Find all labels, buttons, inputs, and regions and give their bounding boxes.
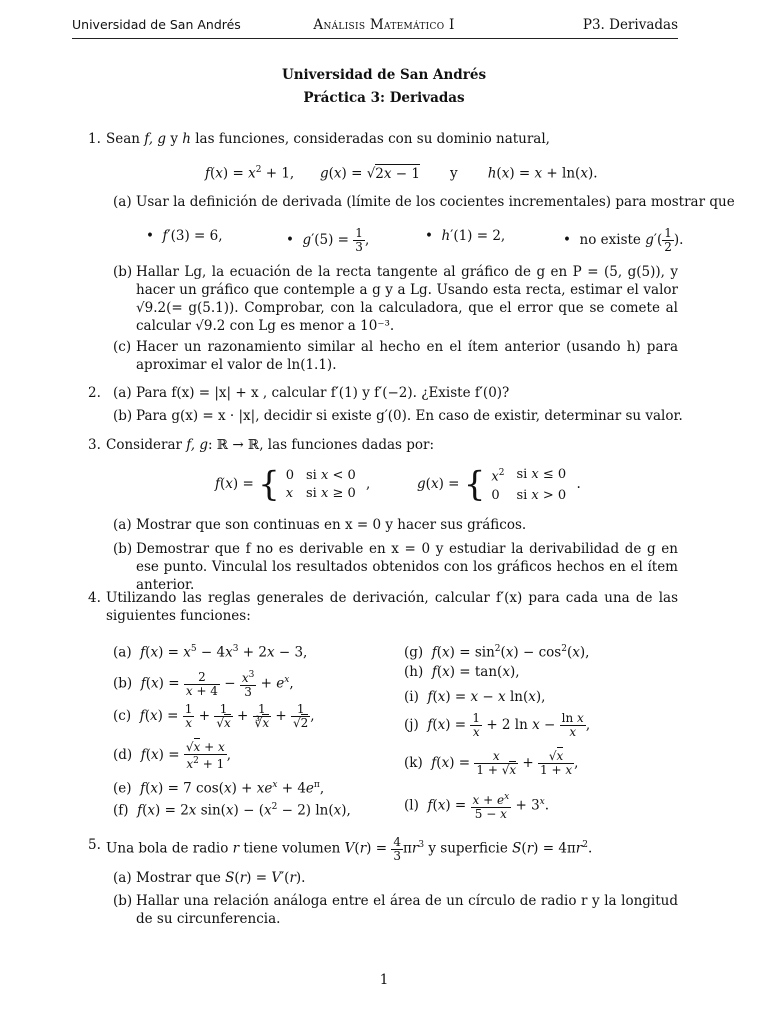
ex1-intro: Sean f, g y h las funciones, consideradas con su dominio natural, xyxy=(106,131,550,147)
ex2-number: 2. xyxy=(88,385,101,401)
ex1-a-bullet-2: • g′(5) = $\frac{1}{3}$ , xyxy=(286,226,370,254)
ex4-j: (j) f(x) = $\frac{1}{x}$ + 2 ln x − $\frac{\text{ln x}}{x}$ , xyxy=(404,711,591,739)
ex2-a-label: (a) xyxy=(113,385,132,401)
ex3-f-def: f(x) = { 0 si x < 0 x si x ≥ 0 , xyxy=(215,464,371,505)
ex3-a-text: Mostrar que son continuas en x = 0 y hacer sus gráficos. xyxy=(136,517,527,533)
ex3-g-def: g(x) = { $x^2$ si x ≤ 0 0 si x > 0 . xyxy=(417,464,581,505)
ex5-number: 5. xyxy=(88,837,101,853)
ex2-b-label: (b) xyxy=(113,408,133,424)
ex4-h: (h) f(x) = tan(x), xyxy=(404,664,520,680)
page-number: 1 xyxy=(379,972,389,988)
ex1-number: 1. xyxy=(88,131,101,147)
ex3-b-label: (b) xyxy=(113,541,133,557)
ex4-intro: Utilizando las reglas generales de derivación, calcular f′(x) para cada una de las siguientes funciones: xyxy=(106,590,678,624)
ex3-b-text: Demostrar que f no es derivable en x = 0 y estudiar la derivabilidad de g en ese punto. Vinculal los resultados obtenidos con los gráficos hechos en el ítem anterior. xyxy=(136,541,678,593)
ex1-c-text: Hacer un razonamiento similar al hecho en el ítem anterior (usando h) para aproximar el valor de ln(1.1). xyxy=(136,339,678,373)
ex1-a-bullet-4: • no existe g′( $\frac{1}{2}$ ). xyxy=(563,226,684,254)
ex4-f: (f) f(x) = 2x $\sin(x) - (x^2 - 2)$ ln(x), xyxy=(113,802,351,819)
ex4-k: (k) f(x) = $\frac{x}{1 + √x}$ + $\frac{√x}{1 + x}$ , xyxy=(404,749,579,777)
ex1-b-text: Hallar Lg, la ecuación de la recta tangente al gráfico de g en P = (5, g(5)), y hacer un gráfico que contemple a g y a Lg. Usando esta recta, estimar el valor √9.2(= g(5.1)). Comprobar, con la calculadora, que el error que se comete al calcular √9.2 con Lg es menor a 10⁻³. xyxy=(136,264,678,334)
ex4-number: 4. xyxy=(88,590,101,606)
ex5-b-text: Hallar una relación análoga entre el área de un círculo de radio r y la longitud de su circunferencia. xyxy=(136,893,678,927)
ex1-a-text: Usar la definición de derivada (límite de los cocientes incrementales) para mostrar que xyxy=(136,194,735,210)
ex3-number: 3. xyxy=(88,437,101,453)
ex5-b-label: (b) xyxy=(113,893,133,909)
ex4-b: (b) f(x) = $\frac{2}{x + 4}$ − $\frac{x^3}{3}$ + $e^x$, xyxy=(113,669,294,699)
ex5-intro: Una bola de radio r tiene volumen V(r) = $\frac{4}{3}$ $\pi r^3$ y superficie $S(r) = 4\pi r^2$. xyxy=(106,834,593,863)
header-course: Análisis Matemático I xyxy=(313,17,455,33)
ex3-intro: Considerar f, g: ℝ → ℝ, las funciones dadas por: xyxy=(106,437,435,453)
ex4-e: (e) f(x) = 7 $\cos(x) + xe^x + 4e^\pi$, xyxy=(113,780,325,797)
title-practice: Práctica 3: Derivadas xyxy=(303,90,465,106)
ex1-a-bullet-3: • h′(1) = 2, xyxy=(425,228,506,244)
ex4-d: (d) f(x) = $\frac{√x + x}{x^2 + 1}$ , xyxy=(113,739,232,771)
ex1-c-label: (c) xyxy=(113,339,132,355)
ex5-a-text: Mostrar que S(r) = V′(r). xyxy=(136,870,306,886)
ex3-a-label: (a) xyxy=(113,517,132,533)
ex4-c: (c) f(x) = $\frac{1}{x}$ + $\frac{1}{√x}$ + $\frac{1}{∛x}$ + $\frac{1}{√2}$ , xyxy=(113,702,315,730)
ex2-b-text: Para g(x) = x · |x|, decidir si existe g′(0). En caso de existir, determinar su valor. xyxy=(136,408,683,424)
ex1-a-label: (a) xyxy=(113,194,132,210)
ex4-a: (a) $f(x) = x^5 - 4x^3 + 2x - 3$, xyxy=(113,644,308,661)
header-university: Universidad de San Andrés xyxy=(72,17,241,32)
ex5-a-label: (a) xyxy=(113,870,132,886)
header-practice: P3. Derivadas xyxy=(582,17,678,33)
ex2-a-text: Para f(x) = |x| + x , calcular f′(1) y f′(−2). ¿Existe f′(0)? xyxy=(136,385,510,401)
ex1-functions: $f(x) = x^2 + 1$, g(x) = √2x − 1 y h(x) = x + ln(x). xyxy=(205,165,598,182)
ex4-g: (g) $f(x) = \sin^2(x) - \cos^2(x)$, xyxy=(404,644,590,661)
title-university: Universidad de San Andrés xyxy=(281,67,487,83)
ex1-b-label: (b) xyxy=(113,264,133,280)
header-rule xyxy=(72,38,678,39)
ex4-l: (l) f(x) = $\frac{x + e^x}{5 - x}$ + $3^x$. xyxy=(404,792,550,821)
ex1-a-bullet-1: • f′(3) = 6, xyxy=(146,228,223,244)
ex4-i: (i) f(x) = x − x ln(x), xyxy=(404,689,546,705)
